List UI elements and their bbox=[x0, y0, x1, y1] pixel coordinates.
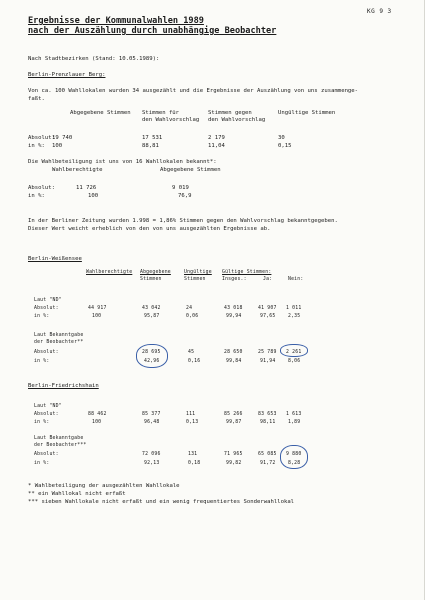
fh-row1-label: Laut "ND" bbox=[34, 404, 62, 409]
ws-header-valid-total: Insges.: bbox=[222, 277, 247, 282]
pb-turnout-header-eligible: Wahlberechtigte bbox=[52, 167, 103, 173]
ws-r1-pct-yes: 97,65 bbox=[260, 314, 276, 319]
fh-r2-pct-yes: 91,72 bbox=[260, 461, 276, 466]
fh-r1-abs-invalid: 111 bbox=[186, 412, 196, 417]
ws-r2-pct-no: 8,06 bbox=[288, 359, 301, 364]
document-code: KG 9 3 bbox=[367, 8, 392, 15]
pen-circle-marking bbox=[136, 344, 168, 368]
section-heading-prenzlauer-berg: Berlin-Prenzlauer Berg: bbox=[28, 72, 106, 78]
ws-r2-abs-total: 28 650 bbox=[224, 350, 243, 355]
ws-r2-abs-no: 2 261 bbox=[286, 350, 302, 355]
ws-r2-pct-invalid: 0,16 bbox=[188, 359, 201, 364]
pb-col-header-against-a: Stimmen gegen bbox=[208, 110, 252, 116]
ws-header-valid-yes: Ja: bbox=[263, 277, 273, 282]
ws-header-eligible: Wahlberechtigte bbox=[86, 270, 133, 275]
ws-r1-pct-total: 99,94 bbox=[226, 314, 242, 319]
ws-r1-pct-cast: 95,87 bbox=[144, 314, 160, 319]
pb-intro-line-1: Von ca. 100 Wahllokalen wurden 34 ausgezählt und die Ergebnisse der Auszählung von uns zusammenge- bbox=[28, 88, 359, 94]
pb-turnout-header-cast: Abgegebene Stimmen bbox=[160, 167, 221, 173]
pb-intro-line-2: faßt. bbox=[28, 96, 45, 102]
pb-abs-invalid: 30 bbox=[278, 135, 285, 141]
section-heading-weissensee: Berlin-Weißensee bbox=[28, 256, 82, 262]
fh-r1-abs-yes: 83 653 bbox=[258, 412, 277, 417]
fh-r2-abs-invalid: 131 bbox=[188, 452, 198, 457]
pb-turnout-abs-cast: 9 019 bbox=[172, 185, 189, 191]
fh-r1-pct-eligible: 100 bbox=[92, 420, 102, 425]
pb-percent-label: in %: bbox=[28, 143, 45, 149]
ws-row2-absolute-label: Absolut: bbox=[34, 350, 59, 355]
fh-r1-abs-no: 1 613 bbox=[286, 412, 302, 417]
fh-r2-abs-no: 9 880 bbox=[286, 452, 302, 457]
footnote-3: *** sieben Wahllokale nicht erfaßt und ein wenig frequentiertes Sonderwahllokal bbox=[28, 499, 295, 505]
ws-r2-abs-cast: 28 695 bbox=[142, 350, 161, 355]
fh-r2-pct-total: 99,82 bbox=[226, 461, 242, 466]
ws-r1-abs-cast: 43 042 bbox=[142, 306, 161, 311]
fh-r2-abs-yes: 65 085 bbox=[258, 452, 277, 457]
pb-turnout-absolute-label: Absolut: bbox=[28, 185, 55, 191]
fh-r1-pct-total: 99,87 bbox=[226, 420, 242, 425]
pb-note-line-2: Dieser Wert weicht erheblich von den von uns ausgezählten Ergebnisse ab. bbox=[28, 226, 271, 232]
title-line-1: Ergebnisse der Kommunalwahlen 1989 bbox=[28, 16, 204, 26]
ws-r1-abs-total: 43 018 bbox=[224, 306, 243, 311]
fh-r1-pct-cast: 96,48 bbox=[144, 420, 160, 425]
ws-r1-abs-no: 1 011 bbox=[286, 306, 302, 311]
pb-note-line-1: In der Berliner Zeitung wurden 1.998 = 1,86% Stimmen gegen den Wahlvorschlag bekanntgegeben. bbox=[28, 218, 338, 224]
pen-circle-marking bbox=[280, 344, 308, 357]
ws-header-cast-a: Abgegebene bbox=[140, 270, 171, 275]
ws-header-valid-no: Nein: bbox=[288, 277, 304, 282]
fh-row1-absolute-label: Absolut: bbox=[34, 412, 59, 417]
pb-abs-cast: 19 740 bbox=[52, 135, 73, 141]
pb-col-header-cast: Abgegebene Stimmen bbox=[70, 110, 131, 116]
footnote-2: ** ein Wahllokal nicht erfaßt bbox=[28, 491, 126, 497]
ws-r2-abs-invalid: 45 bbox=[188, 350, 195, 355]
ws-row1-percent-label: in %: bbox=[34, 314, 50, 319]
section-heading-friedrichshain: Berlin-Friedrichshain bbox=[28, 383, 99, 389]
pb-pct-against: 11,04 bbox=[208, 143, 225, 149]
title-line-2: nach der Auszählung durch unabhängige Beobachter bbox=[28, 26, 277, 36]
fh-r2-abs-total: 71 965 bbox=[224, 452, 243, 457]
pb-turnout-pct-eligible: 100 bbox=[88, 193, 99, 199]
fh-row2-absolute-label: Absolut: bbox=[34, 452, 59, 457]
pb-pct-cast: 100 bbox=[52, 143, 63, 149]
fh-r1-pct-no: 1,89 bbox=[288, 420, 301, 425]
pb-turnout-percent-label: in %: bbox=[28, 193, 45, 199]
pb-col-header-against-b: den Wahlvorschlag bbox=[208, 117, 266, 123]
pb-turnout-intro: Die Wahlbeteiligung ist uns von 16 Wahllokalen bekannt*: bbox=[28, 159, 217, 165]
fh-row2-label-1: Laut Bekanntgabe bbox=[34, 436, 84, 441]
fh-row2-percent-label: in %: bbox=[34, 461, 50, 466]
ws-r2-abs-yes: 25 789 bbox=[258, 350, 277, 355]
footnote-1: * Wahlbeteiligung der ausgezählten Wahllokale bbox=[28, 483, 180, 489]
ws-r1-abs-invalid: 24 bbox=[186, 306, 193, 311]
pen-circle-marking bbox=[280, 445, 308, 469]
ws-r1-abs-eligible: 44 917 bbox=[88, 306, 107, 311]
ws-header-valid: Gültige Stimmen: bbox=[222, 270, 272, 275]
fh-row2-label-2: der Beobachter*** bbox=[34, 443, 87, 448]
pb-turnout-abs-eligible: 11 726 bbox=[76, 185, 97, 191]
ws-row1-absolute-label: Absolut: bbox=[34, 306, 59, 311]
fh-r1-abs-eligible: 88 462 bbox=[88, 412, 107, 417]
ws-row2-label-1: Laut Bekanntgabe bbox=[34, 333, 84, 338]
ws-row2-percent-label: in %: bbox=[34, 359, 50, 364]
fh-r2-pct-cast: 92,13 bbox=[144, 461, 160, 466]
pb-pct-invalid: 0,15 bbox=[278, 143, 292, 149]
pb-abs-for: 17 531 bbox=[142, 135, 163, 141]
ws-r1-abs-yes: 41 907 bbox=[258, 306, 277, 311]
ws-r1-pct-no: 2,35 bbox=[288, 314, 301, 319]
pb-col-header-for-a: Stimmen für bbox=[142, 110, 180, 116]
subtitle: Nach Stadtbezirken (Stand: 10.05.1989): bbox=[28, 56, 160, 62]
pb-absolute-label: Absolut: bbox=[28, 135, 55, 141]
ws-r2-pct-cast: 42,96 bbox=[144, 359, 160, 364]
fh-r1-pct-yes: 98,11 bbox=[260, 420, 276, 425]
ws-row2-label-2: der Beobachter** bbox=[34, 340, 84, 345]
ws-r2-pct-yes: 91,94 bbox=[260, 359, 276, 364]
ws-r2-pct-total: 99,84 bbox=[226, 359, 242, 364]
ws-row1-label: Laut "ND" bbox=[34, 298, 62, 303]
fh-r1-pct-invalid: 0,13 bbox=[186, 420, 199, 425]
ws-header-cast-b: Stimmen bbox=[140, 277, 162, 282]
fh-r1-abs-cast: 85 377 bbox=[142, 412, 161, 417]
pb-col-header-invalid: Ungültige Stimmen bbox=[278, 110, 336, 116]
ws-header-invalid-b: Stimmen bbox=[184, 277, 206, 282]
ws-header-invalid-a: Ungültige bbox=[184, 270, 212, 275]
fh-r1-abs-total: 85 266 bbox=[224, 412, 243, 417]
ws-r1-pct-invalid: 0,06 bbox=[186, 314, 199, 319]
pb-turnout-pct-cast: 76,9 bbox=[178, 193, 192, 199]
pb-col-header-for-b: den Wahlvorschlag bbox=[142, 117, 200, 123]
fh-row1-percent-label: in %: bbox=[34, 420, 50, 425]
pb-pct-for: 88,81 bbox=[142, 143, 159, 149]
fh-r2-abs-cast: 72 096 bbox=[142, 452, 161, 457]
ws-r1-pct-eligible: 100 bbox=[92, 314, 102, 319]
pb-abs-against: 2 179 bbox=[208, 135, 225, 141]
fh-r2-pct-no: 8,28 bbox=[288, 461, 301, 466]
fh-r2-pct-invalid: 0,18 bbox=[188, 461, 201, 466]
